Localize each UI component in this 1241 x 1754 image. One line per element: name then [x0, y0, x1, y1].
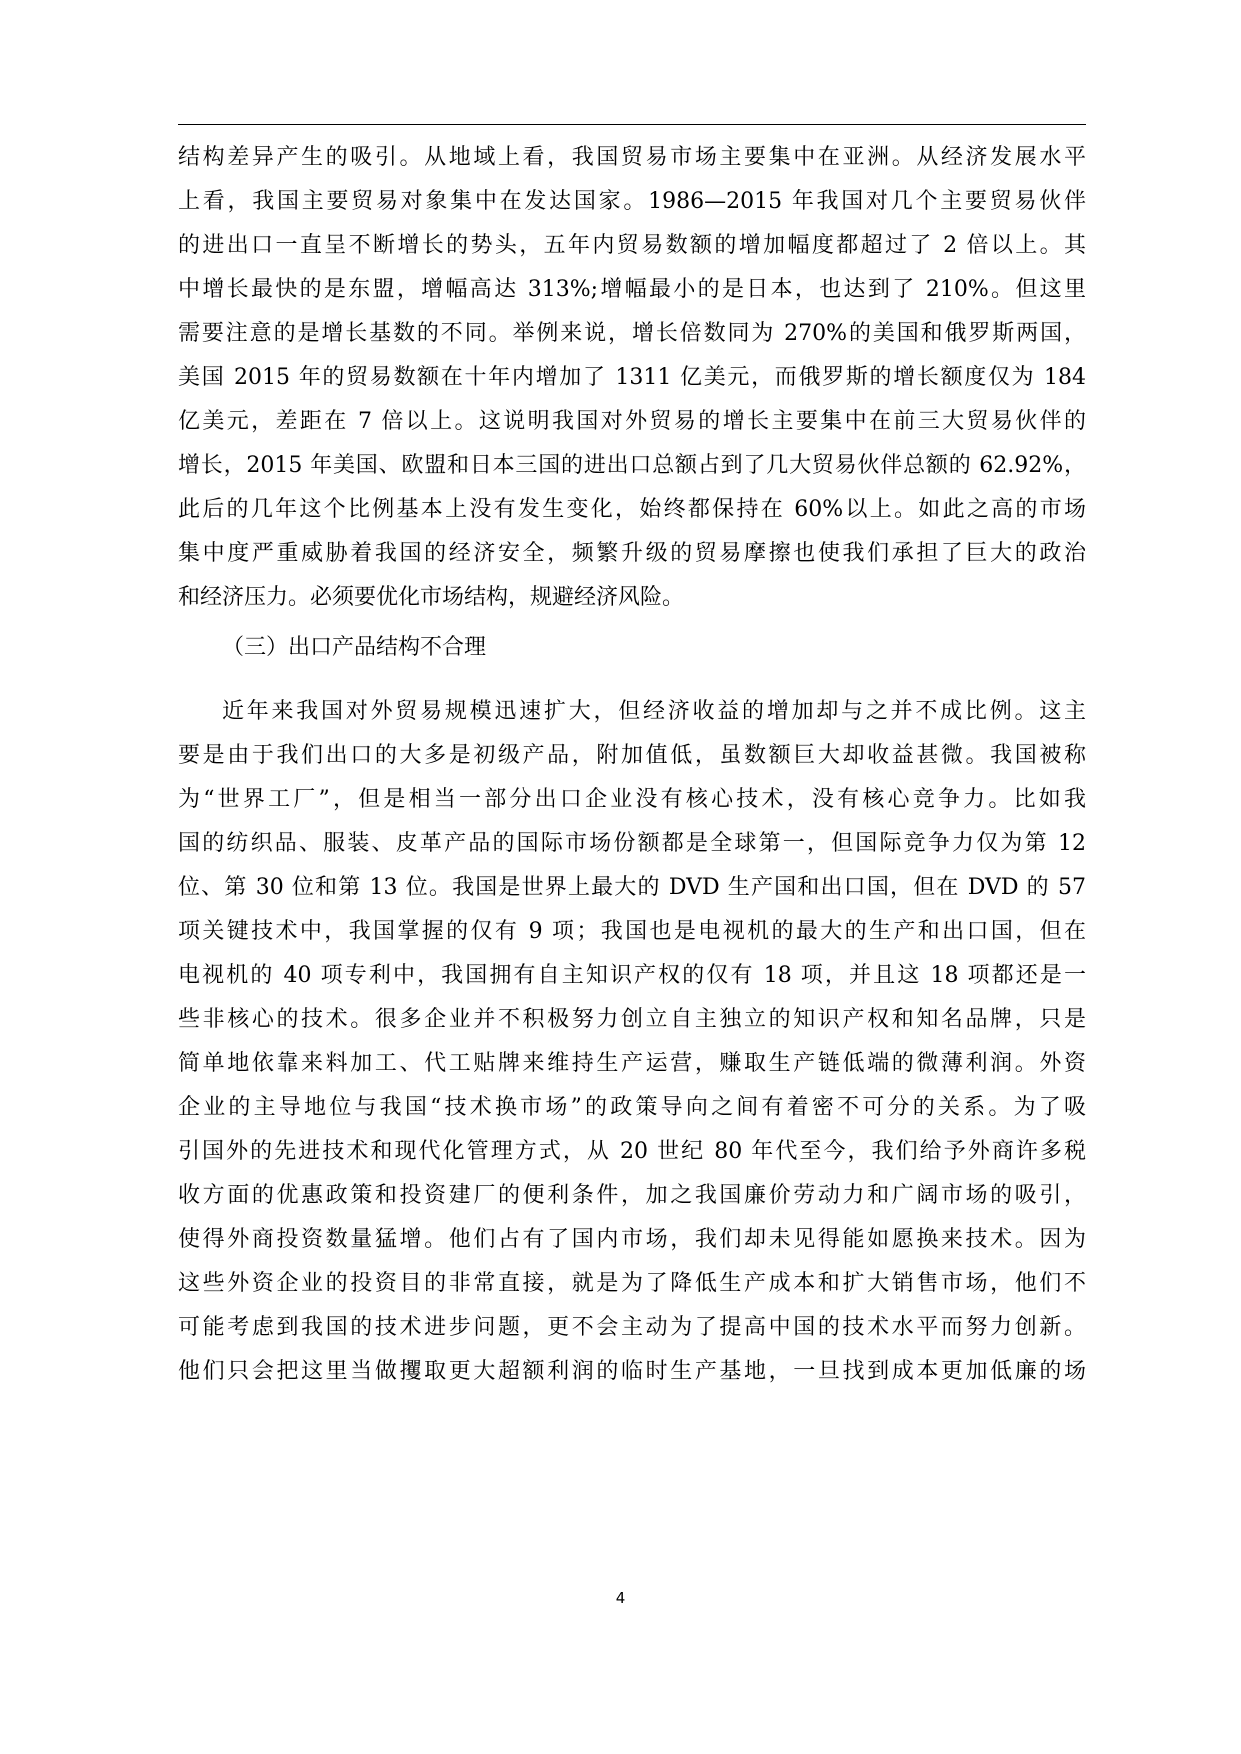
paragraph-1-line-7: 亿美元，差距在 7 倍以上。这说明我国对外贸易的增长主要集中在前三大贸易伙伴的: [178, 409, 1086, 434]
paragraph-2-line-10: 企业的主导地位与我国“技术换市场”的政策导向之间有着密不可分的关系。为了吸: [178, 1095, 1086, 1120]
paragraph-2-line-4: 国的纺织品、服装、皮革产品的国际市场份额都是全球第一，但国际竞争力仅为第 12: [178, 831, 1086, 856]
paragraph-2-line-14: 这些外资企业的投资目的非常直接，就是为了降低生产成本和扩大销售市场，他们不: [178, 1271, 1086, 1296]
paragraph-1-line-3: 的进出口一直呈不断增长的势头，五年内贸易数额的增加幅度都超过了 2 倍以上。其: [178, 233, 1086, 258]
section-heading: （三）出口产品结构不合理: [222, 635, 487, 660]
paragraph-1-line-1: 结构差异产生的吸引。从地域上看，我国贸易市场主要集中在亚洲。从经济发展水平: [178, 145, 1086, 170]
paragraph-2-line-3: 为“世界工厂”，但是相当一部分出口企业没有核心技术，没有核心竞争力。比如我: [178, 787, 1086, 812]
paragraph-2-line-12: 收方面的优惠政策和投资建厂的便利条件，加之我国廉价劳动力和广阔市场的吸引，: [178, 1183, 1086, 1208]
paragraph-1-line-2: 上看，我国主要贸易对象集中在发达国家。1986—2015 年我国对几个主要贸易伙伴: [178, 189, 1086, 214]
paragraph-1-line-11: 和经济压力。必须要优化市场结构，规避经济风险。: [178, 585, 685, 610]
paragraph-2-line-7: 电视机的 40 项专利中，我国拥有自主知识产权的仅有 18 项，并且这 18 项都还是一: [178, 963, 1086, 988]
paragraph-1-line-6: 美国 2015 年的贸易数额在十年内增加了 1311 亿美元，而俄罗斯的增长额度仅为 184: [178, 365, 1086, 390]
paragraph-2-line-5: 位、第 30 位和第 13 位。我国是世界上最大的 DVD 生产国和出口国，但在 DVD 的 57: [178, 875, 1086, 900]
paragraph-1-line-8: 增长，2015 年美国、欧盟和日本三国的进出口总额占到了几大贸易伙伴总额的 62.92%，: [178, 453, 1086, 478]
paragraph-2-line-16: 他们只会把这里当做攫取更大超额利润的临时生产基地，一旦找到成本更加低廉的场: [178, 1359, 1086, 1384]
header-rule: [178, 124, 1086, 125]
page-number: 4: [615, 1589, 626, 1607]
paragraph-2-line-11: 引国外的先进技术和现代化管理方式，从 20 世纪 80 年代至今，我们给予外商许多税: [178, 1139, 1086, 1164]
paragraph-2-line-8: 些非核心的技术。很多企业并不积极努力创立自主独立的知识产权和知名品牌，只是: [178, 1007, 1086, 1032]
paragraph-2-line-9: 简单地依靠来料加工、代工贴牌来维持生产运营，赚取生产链低端的微薄利润。外资: [178, 1051, 1086, 1076]
paragraph-1-line-4: 中增长最快的是东盟，增幅高达 313%;增幅最小的是日本，也达到了 210%。但这里: [178, 277, 1086, 302]
paragraph-2-line-15: 可能考虑到我国的技术进步问题，更不会主动为了提高中国的技术水平而努力创新。: [178, 1315, 1086, 1340]
paragraph-2-line-6: 项关键技术中，我国掌握的仅有 9 项；我国也是电视机的最大的生产和出口国，但在: [178, 919, 1086, 944]
paragraph-2-line-13: 使得外商投资数量猛增。他们占有了国内市场，我们却未见得能如愿换来技术。因为: [178, 1227, 1086, 1252]
paragraph-1-line-5: 需要注意的是增长基数的不同。举例来说，增长倍数同为 270%的美国和俄罗斯两国，: [178, 321, 1086, 346]
paragraph-1-line-9: 此后的几年这个比例基本上没有发生变化，始终都保持在 60%以上。如此之高的市场: [178, 497, 1086, 522]
paragraph-1-line-10: 集中度严重威胁着我国的经济安全，频繁升级的贸易摩擦也使我们承担了巨大的政治: [178, 541, 1086, 566]
paragraph-2-line-2: 要是由于我们出口的大多是初级产品，附加值低，虽数额巨大却收益甚微。我国被称: [178, 743, 1086, 768]
paragraph-2-line-1: 近年来我国对外贸易规模迅速扩大，但经济收益的增加却与之并不成比例。这主: [222, 699, 1086, 724]
